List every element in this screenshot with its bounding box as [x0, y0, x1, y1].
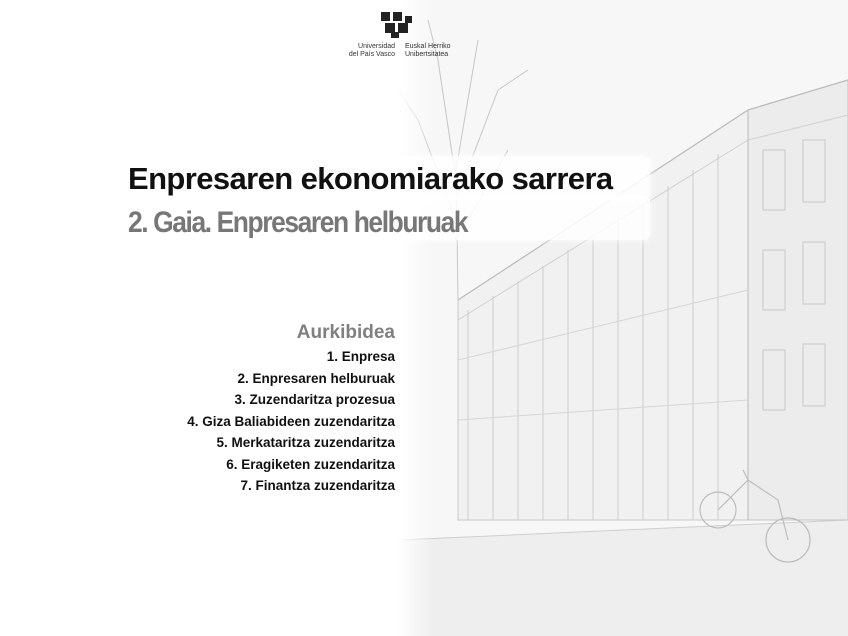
toc-item: 2. Enpresaren helburuak	[237, 370, 395, 386]
table-of-contents	[187, 320, 395, 497]
slide-title: Enpresaren ekonomiarako sarrera	[128, 161, 613, 196]
toc-item: 5. Merkataritza zuzendaritza	[216, 435, 395, 450]
toc-item: 6. Eragiketen zuzendaritza	[226, 456, 395, 472]
slide-subtitle: 2. Gaia. Enpresaren helburuak	[128, 206, 468, 239]
logo-text-basque: Euskal Herriko Unibertsitatea	[405, 43, 451, 58]
toc-item: 4. Giza Baliabideen zuzendaritza	[187, 413, 395, 429]
university-logo	[335, 4, 465, 64]
toc-heading: Aurkibidea	[296, 322, 395, 343]
building-photo-background	[398, 0, 848, 636]
toc-item: 7. Finantza zuzendaritza	[240, 478, 395, 493]
toc-item: 1. Enpresa	[326, 349, 395, 364]
toc-item: 3. Zuzendaritza prozesua	[234, 392, 395, 407]
university-emblem-icon	[379, 10, 419, 40]
logo-text-spanish: Universidad del País Vasco	[348, 43, 395, 58]
